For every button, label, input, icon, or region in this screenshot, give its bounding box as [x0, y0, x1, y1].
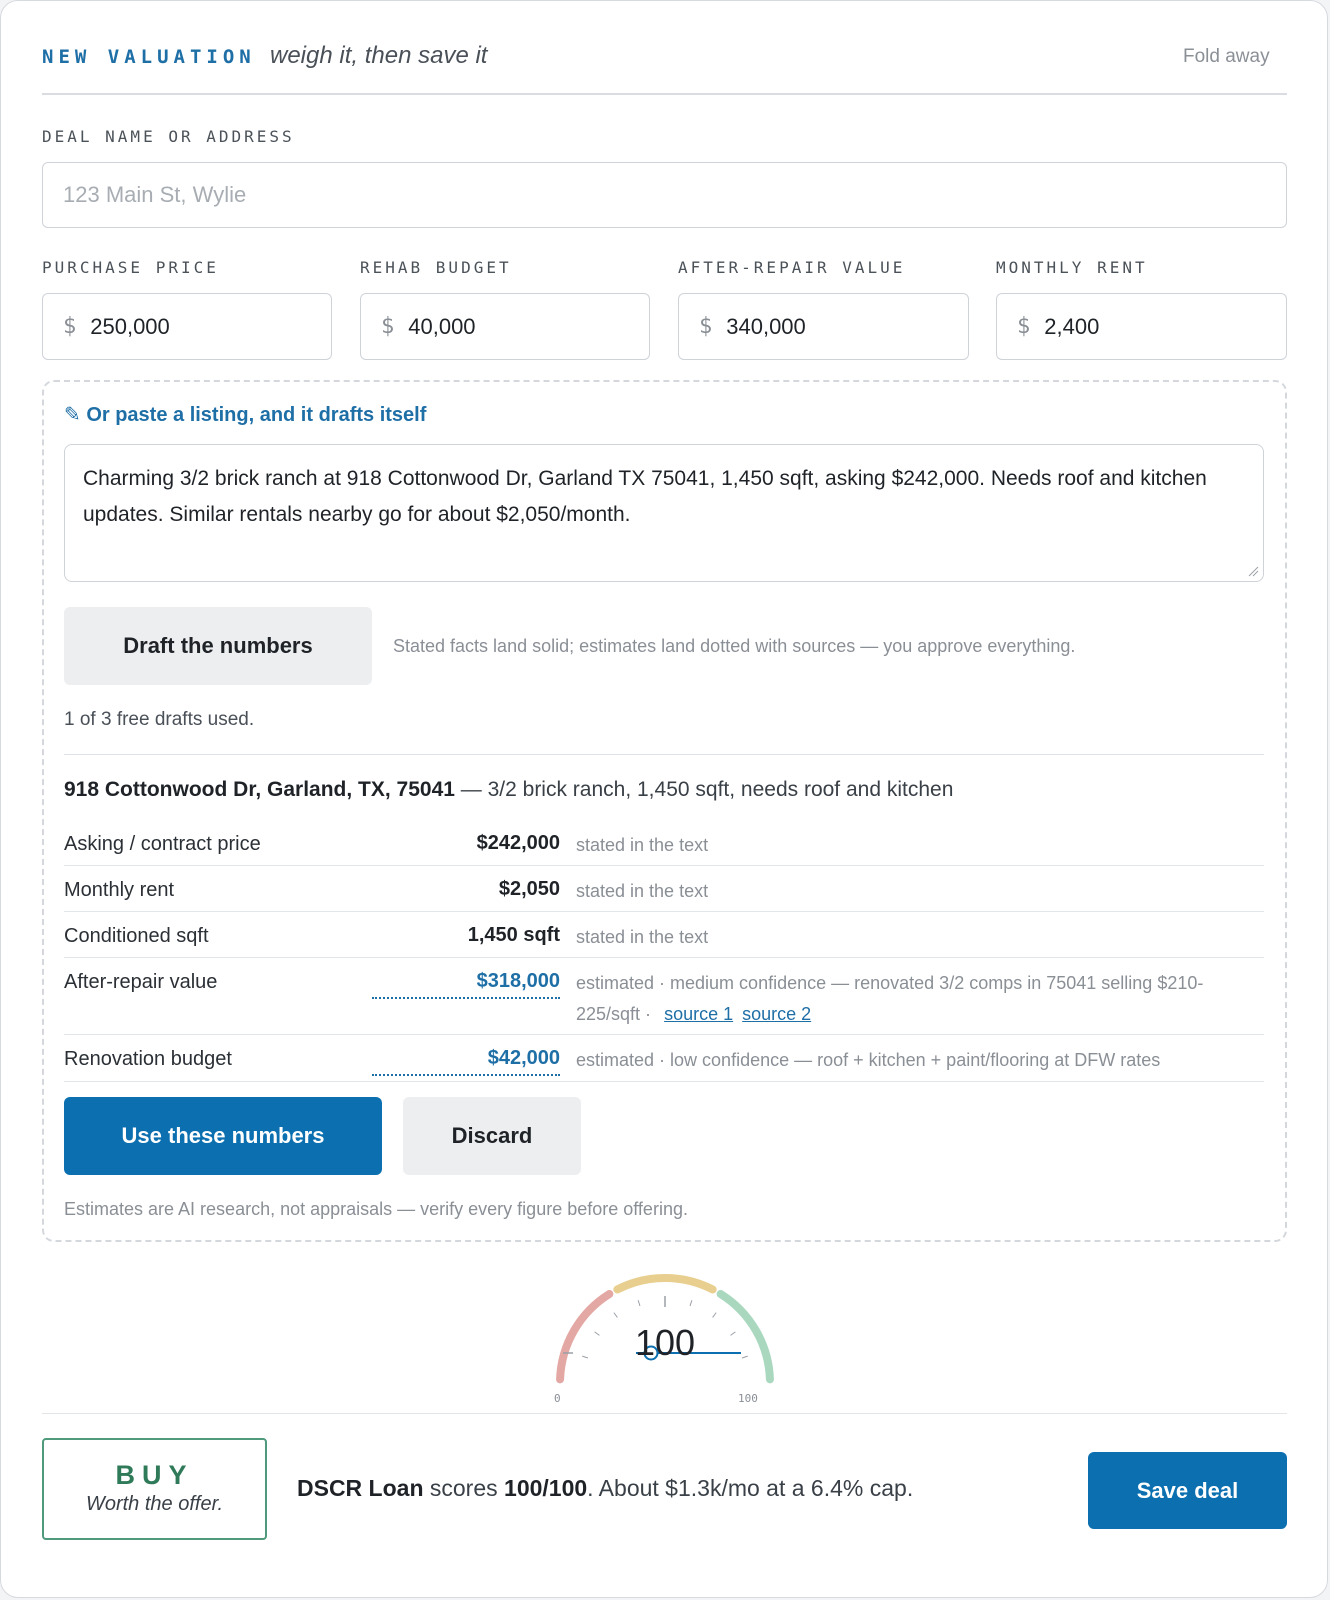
save-deal-button[interactable]: Save deal — [1088, 1452, 1287, 1529]
dollar-sign: $ — [1017, 314, 1031, 339]
estimate-underline — [372, 1074, 560, 1076]
verdict-word: BUY — [115, 1460, 194, 1490]
source-1-link[interactable]: source 1 — [664, 1004, 734, 1024]
gauge-min-label: 0 — [554, 1392, 561, 1405]
draft-description: — 3/2 brick ranch, 1,450 sqft, needs roof and kitchen — [454, 778, 954, 801]
row-monthly-rent-note: stated in the text — [576, 881, 709, 901]
drafts-used-count: 1 of 3 free drafts used. — [64, 709, 255, 730]
row-renovation-label: Renovation budget — [64, 1048, 232, 1070]
fold-away-link[interactable]: Fold away — [1183, 46, 1270, 67]
dollar-sign: $ — [63, 314, 77, 339]
arv-label: AFTER-REPAIR VALUE — [678, 258, 906, 277]
summary-scores-text: scores — [423, 1475, 505, 1501]
discard-button[interactable]: Discard — [403, 1097, 581, 1175]
gauge-tick — [638, 1300, 640, 1306]
source-2-link[interactable]: source 2 — [742, 1004, 812, 1024]
gauge-arc-mid — [617, 1278, 712, 1289]
draft-address: 918 Cottonwood Dr, Garland, TX, 75041 — [64, 778, 455, 801]
purchase-price-input[interactable] — [90, 314, 311, 340]
draft-divider — [64, 754, 1264, 755]
deal-name-input[interactable] — [63, 182, 1266, 208]
row-divider — [64, 865, 1264, 866]
gauge-arc-high — [721, 1294, 770, 1379]
row-arv-note-line2-text: 225/sqft · — [576, 1004, 652, 1024]
deal-name-field[interactable] — [42, 162, 1287, 228]
purchase-price-field[interactable] — [42, 293, 332, 360]
paste-listing-title: ✎ Or paste a listing, and it drafts itself — [64, 404, 427, 426]
purchase-price-label: PURCHASE PRICE — [42, 258, 219, 277]
listing-textarea[interactable] — [64, 444, 1264, 582]
gauge-value: 100 — [634, 1322, 696, 1363]
rehab-budget-label: REHAB BUDGET — [360, 258, 512, 277]
gauge-tick — [690, 1300, 692, 1306]
section-eyebrow: NEW VALUATION — [42, 46, 256, 68]
verdict-subtitle: Worth the offer. — [85, 1493, 224, 1515]
dollar-sign: $ — [699, 314, 713, 339]
section-tagline: weigh it, then save it — [270, 42, 488, 69]
arv-input[interactable] — [726, 314, 948, 340]
monthly-rent-input[interactable] — [1044, 314, 1266, 340]
draft-numbers-button[interactable]: Draft the numbers — [64, 607, 372, 685]
row-renovation-note: estimated · low confidence — roof + kitchen + paint/flooring at DFW rates — [576, 1050, 1161, 1070]
score-value: 100/100 — [504, 1475, 588, 1501]
row-arv-note-line2 — [576, 1004, 811, 1025]
draft-hint: Stated facts land solid; estimates land dotted with sources — you approve everything. — [393, 636, 1076, 656]
row-renovation-value[interactable]: $42,000 — [487, 1047, 560, 1069]
row-divider — [64, 1034, 1264, 1035]
summary-rest: . About $1.3k/mo at a 6.4% cap. — [587, 1475, 914, 1501]
row-monthly-rent-label: Monthly rent — [64, 879, 175, 901]
row-asking-price-note: stated in the text — [576, 835, 709, 855]
rehab-budget-input[interactable] — [408, 314, 629, 340]
gauge-max-label: 100 — [738, 1392, 758, 1405]
dollar-sign: $ — [381, 314, 395, 339]
use-these-numbers-button[interactable]: Use these numbers — [64, 1097, 382, 1175]
deal-summary — [297, 1475, 913, 1502]
row-arv-value[interactable]: $318,000 — [476, 970, 560, 992]
gauge-tick — [595, 1332, 600, 1336]
listing-text: Charming 3/2 brick ranch at 918 Cottonwood Dr, Garland TX 75041, 1,450 sqft, asking $242,000. Needs roof and kitchen updates. Similar rentals nearby go for about $2,050/month. — [83, 467, 1207, 526]
row-sqft-value: 1,450 sqft — [467, 924, 560, 946]
resize-grip-icon[interactable] — [1247, 565, 1259, 577]
deal-name-label: DEAL NAME OR ADDRESS — [42, 127, 295, 146]
header-divider — [42, 93, 1287, 95]
loan-type: DSCR Loan — [297, 1475, 424, 1501]
monthly-rent-label: MONTHLY RENT — [996, 258, 1148, 277]
row-arv-label: After-repair value — [64, 971, 218, 993]
draft-address-line — [64, 778, 953, 802]
ai-disclaimer: Estimates are AI research, not appraisals — verify every figure before offering. — [64, 1199, 688, 1219]
footer-divider — [42, 1413, 1287, 1414]
gauge-tick — [614, 1313, 618, 1318]
gauge-tick — [731, 1332, 736, 1336]
row-monthly-rent-value: $2,050 — [498, 878, 560, 900]
rehab-budget-field[interactable] — [360, 293, 650, 360]
arv-field[interactable] — [678, 293, 969, 360]
row-sqft-label: Conditioned sqft — [64, 925, 209, 947]
gauge-tick — [713, 1313, 717, 1318]
row-divider — [64, 911, 1264, 912]
gauge-tick — [742, 1356, 748, 1358]
row-divider — [64, 1081, 1264, 1082]
row-asking-price-label: Asking / contract price — [64, 833, 261, 855]
row-asking-price-value: $242,000 — [476, 832, 560, 854]
verdict-badge — [42, 1438, 267, 1540]
gauge-arc-low — [560, 1294, 609, 1379]
row-divider — [64, 957, 1264, 958]
monthly-rent-field[interactable] — [996, 293, 1287, 360]
row-arv-note-line1: estimated · medium confidence — renovated 3/2 comps in 75041 selling $210- — [576, 973, 1204, 993]
gauge-tick — [582, 1356, 588, 1358]
estimate-underline — [372, 997, 560, 999]
row-sqft-note: stated in the text — [576, 927, 709, 947]
